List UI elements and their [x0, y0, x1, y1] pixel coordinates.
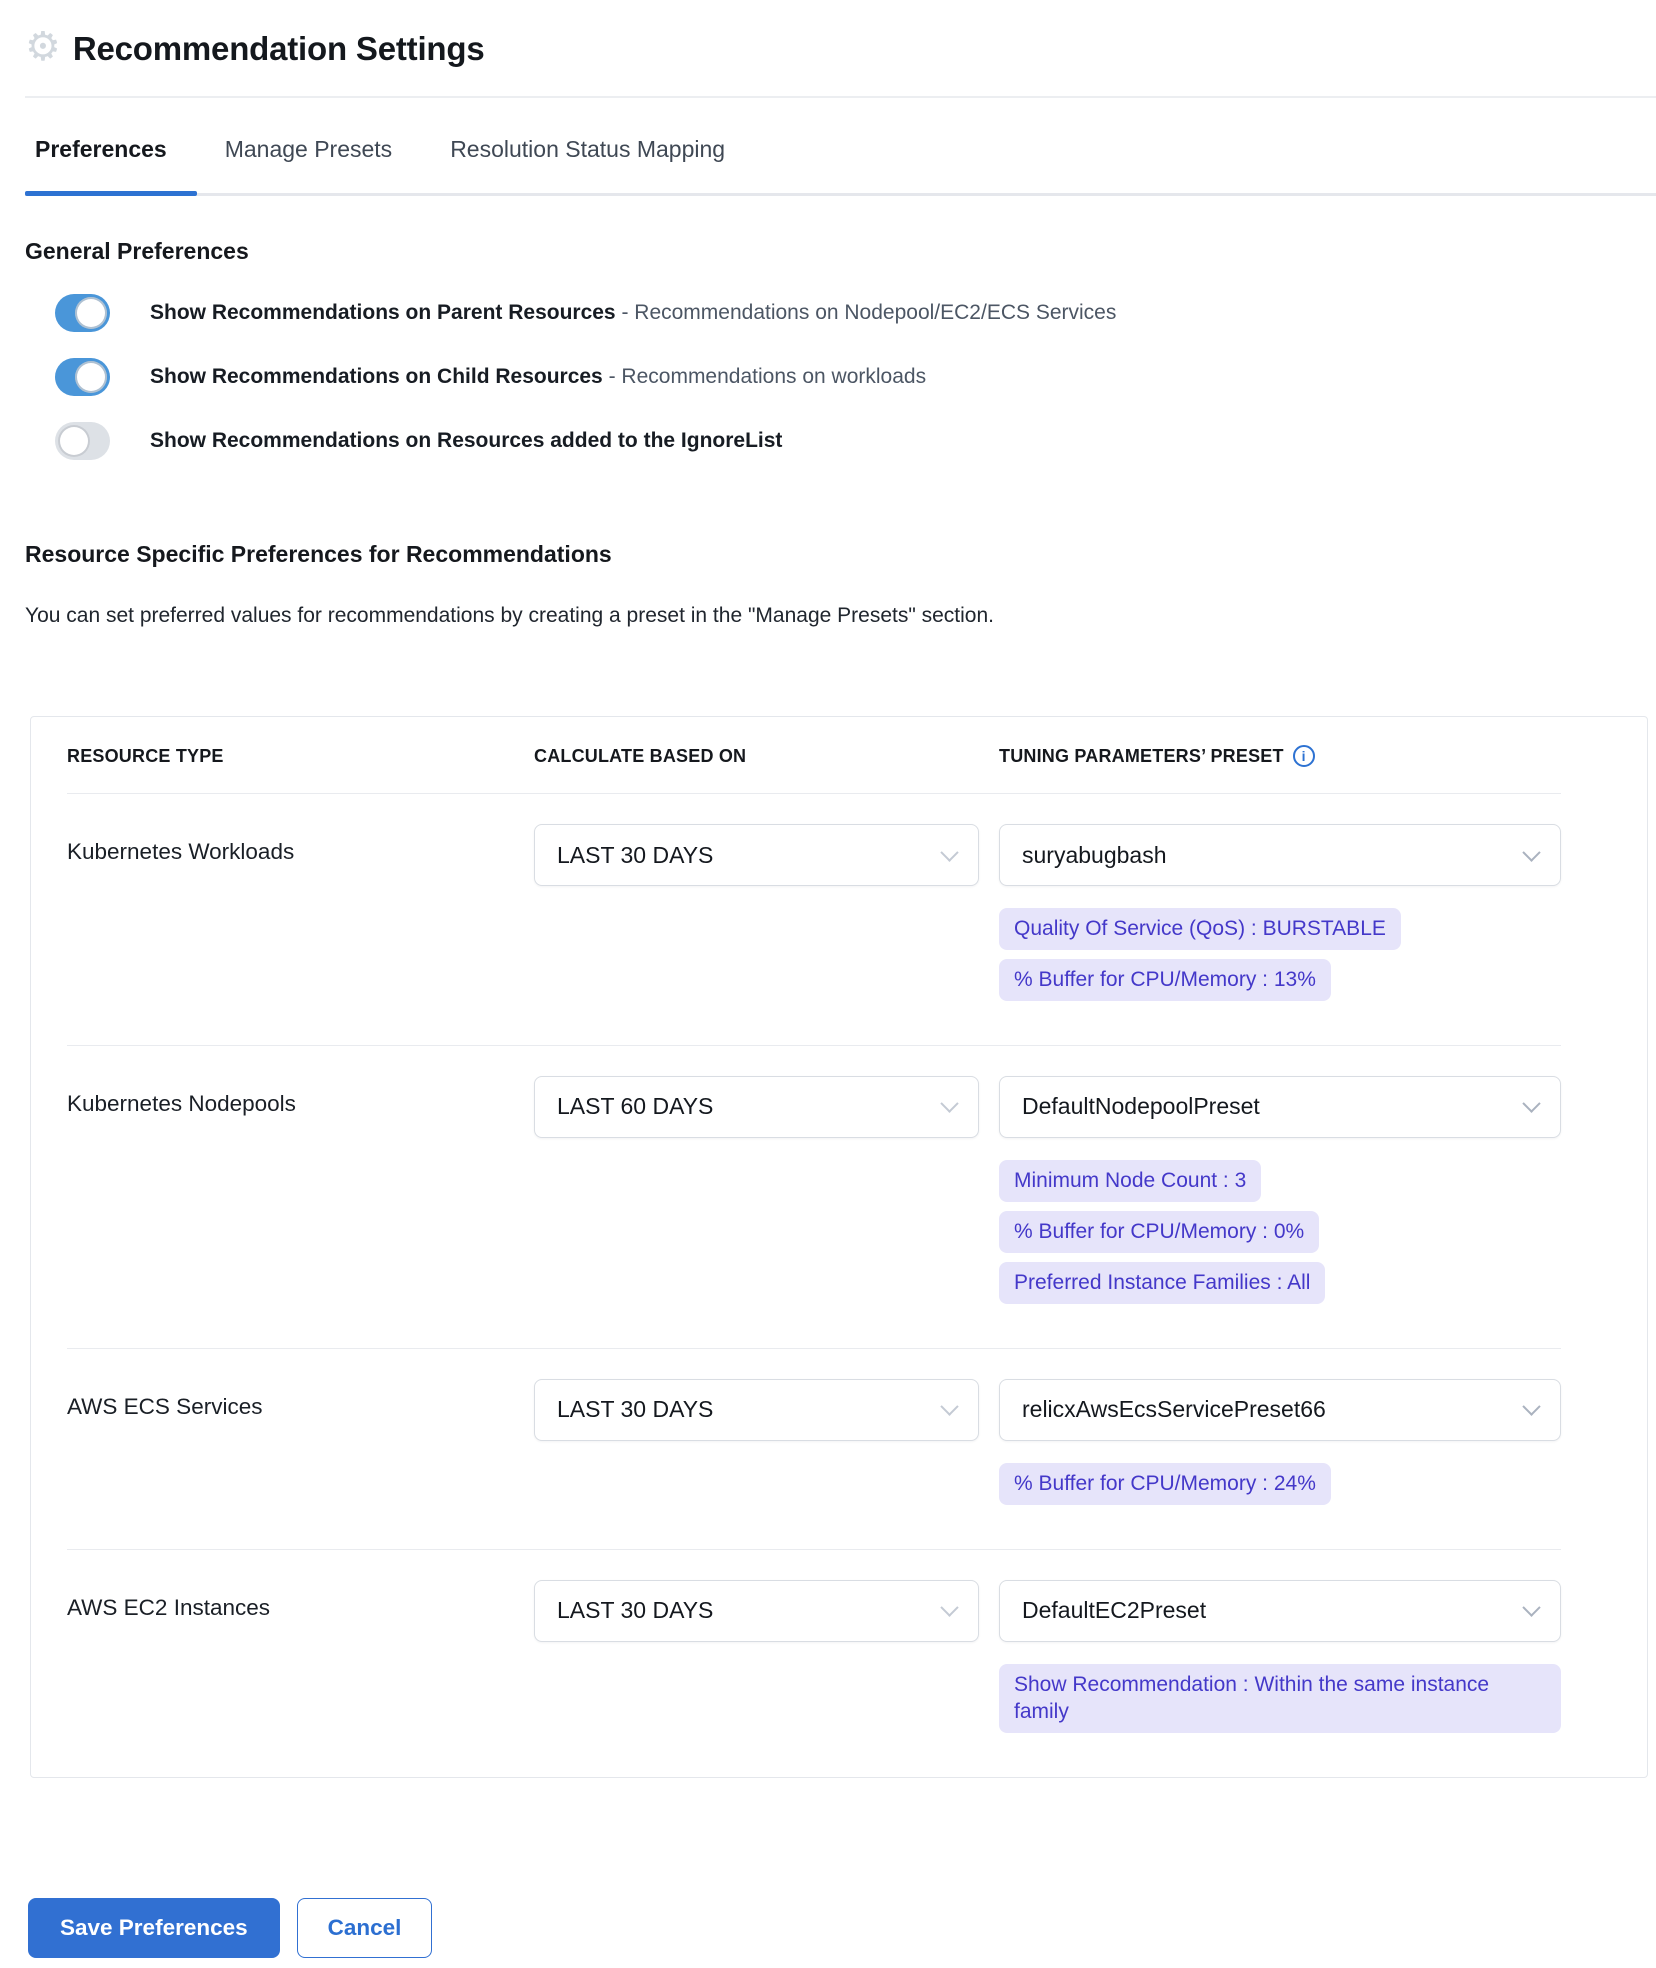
preset-tag: Quality Of Service (QoS) : BURSTABLE	[999, 908, 1401, 950]
chevron-down-icon	[1522, 843, 1540, 861]
column-header-resource-type: RESOURCE TYPE	[67, 745, 224, 766]
save-preferences-button[interactable]: Save Preferences	[28, 1898, 280, 1958]
tab-resolution-status-mapping[interactable]: Resolution Status Mapping	[450, 136, 726, 162]
tab-bar	[25, 98, 1656, 196]
select-value: LAST 30 DAYS	[557, 1597, 714, 1624]
page-header	[0, 26, 1656, 72]
chevron-down-icon	[1522, 1398, 1540, 1416]
resource-preferences-description: You can set preferred values for recommendations by creating a preset in the "Manage Presets" section.	[25, 604, 994, 627]
calculate-based-on-select[interactable]	[534, 1379, 979, 1441]
tab-preferences[interactable]: Preferences	[25, 98, 197, 193]
preset-tags	[999, 908, 1561, 1001]
calculate-based-on-cell	[534, 1076, 999, 1304]
toggle-description: - Recommendations on Nodepool/EC2/ECS Services	[621, 301, 1117, 324]
toggle-label: Show Recommendations on Child Resources - Recommendations on workloads	[150, 365, 927, 388]
select-value: LAST 30 DAYS	[557, 1396, 714, 1423]
preset-cell	[999, 1580, 1561, 1734]
toggle-description: - Recommendations on workloads	[608, 365, 927, 388]
preset-tags	[999, 1664, 1561, 1734]
gear-icon: ⚙	[25, 25, 61, 69]
select-value: DefaultNodepoolPreset	[1022, 1093, 1260, 1120]
preset-select[interactable]	[999, 1076, 1561, 1138]
calculate-based-on-cell	[534, 1580, 999, 1734]
chevron-down-icon	[1522, 1095, 1540, 1113]
select-value: suryabugbash	[1022, 841, 1167, 868]
preset-cell	[999, 1379, 1561, 1505]
preset-cell	[999, 824, 1561, 1001]
toggle-label: Show Recommendations on Parent Resources - Recommendations on Nodepool/EC2/ECS Services	[150, 301, 1117, 324]
general-preferences-toggles	[55, 293, 1656, 461]
table-header-row	[67, 717, 1561, 794]
info-icon[interactable]: i	[1293, 745, 1315, 767]
table-inner	[67, 717, 1561, 1777]
ignorelist-resources-toggle[interactable]	[55, 422, 110, 460]
select-value: DefaultEC2Preset	[1022, 1597, 1207, 1624]
preset-tag: Minimum Node Count : 3	[999, 1160, 1261, 1202]
select-value: LAST 30 DAYS	[557, 841, 714, 868]
table-row	[67, 1550, 1561, 1778]
parent-resources-toggle[interactable]	[55, 294, 110, 332]
chevron-down-icon	[940, 1398, 958, 1416]
table-row	[67, 1046, 1561, 1349]
table-row	[67, 1349, 1561, 1550]
chevron-down-icon	[940, 843, 958, 861]
calculate-based-on-select[interactable]	[534, 1076, 979, 1138]
chevron-down-icon	[940, 1599, 958, 1617]
toggle-knob	[75, 361, 107, 393]
select-value: relicxAwsEcsServicePreset66	[1022, 1396, 1326, 1423]
preset-tag: % Buffer for CPU/Memory : 0%	[999, 1211, 1319, 1253]
preset-tag: Preferred Instance Families : All	[999, 1262, 1325, 1304]
preset-tag: % Buffer for CPU/Memory : 13%	[999, 959, 1331, 1001]
page-title: Recommendation Settings	[72, 30, 485, 67]
preset-select[interactable]	[999, 1580, 1561, 1642]
preset-tag: Show Recommendation : Within the same instance family	[999, 1664, 1561, 1734]
toggle-row-parent-resources	[55, 293, 1656, 333]
select-value: LAST 60 DAYS	[557, 1093, 714, 1120]
toggle-row-ignorelist-resources	[55, 421, 1656, 461]
resource-type-label: AWS EC2 Instances	[67, 1594, 270, 1620]
preset-tags	[999, 1463, 1561, 1505]
chevron-down-icon	[1522, 1599, 1540, 1617]
toggle-row-child-resources	[55, 357, 1656, 397]
calculate-based-on-cell	[534, 824, 999, 1001]
general-preferences-heading: General Preferences	[25, 238, 249, 264]
preset-select[interactable]	[999, 824, 1561, 886]
column-header-tuning-preset: TUNING PARAMETERS’ PRESET i	[999, 745, 1561, 767]
calculate-based-on-select[interactable]	[534, 1580, 979, 1642]
cancel-button[interactable]: Cancel	[297, 1898, 433, 1958]
footer-actions	[28, 1898, 1656, 1958]
resource-type-label: Kubernetes Nodepools	[67, 1090, 296, 1116]
preset-select[interactable]	[999, 1379, 1561, 1441]
table-row	[67, 794, 1561, 1046]
calculate-based-on-select[interactable]	[534, 824, 979, 886]
calculate-based-on-cell	[534, 1379, 999, 1505]
child-resources-toggle[interactable]	[55, 358, 110, 396]
chevron-down-icon	[940, 1095, 958, 1113]
resource-type-label: Kubernetes Workloads	[67, 839, 295, 864]
resource-type-label: AWS ECS Services	[67, 1393, 263, 1419]
preset-tags	[999, 1160, 1561, 1304]
toggle-knob	[75, 297, 107, 329]
column-header-calculate-based-on: CALCULATE BASED ON	[534, 745, 747, 766]
toggle-label: Show Recommendations on Resources added to the IgnoreList	[150, 429, 783, 452]
tab-manage-presets[interactable]: Manage Presets	[224, 136, 393, 162]
preset-cell	[999, 1076, 1561, 1304]
toggle-knob	[58, 425, 90, 457]
resource-preferences-heading: Resource Specific Preferences for Recommendations	[25, 541, 612, 567]
resource-preferences-table	[30, 716, 1648, 1778]
preset-tag: % Buffer for CPU/Memory : 24%	[999, 1463, 1331, 1505]
